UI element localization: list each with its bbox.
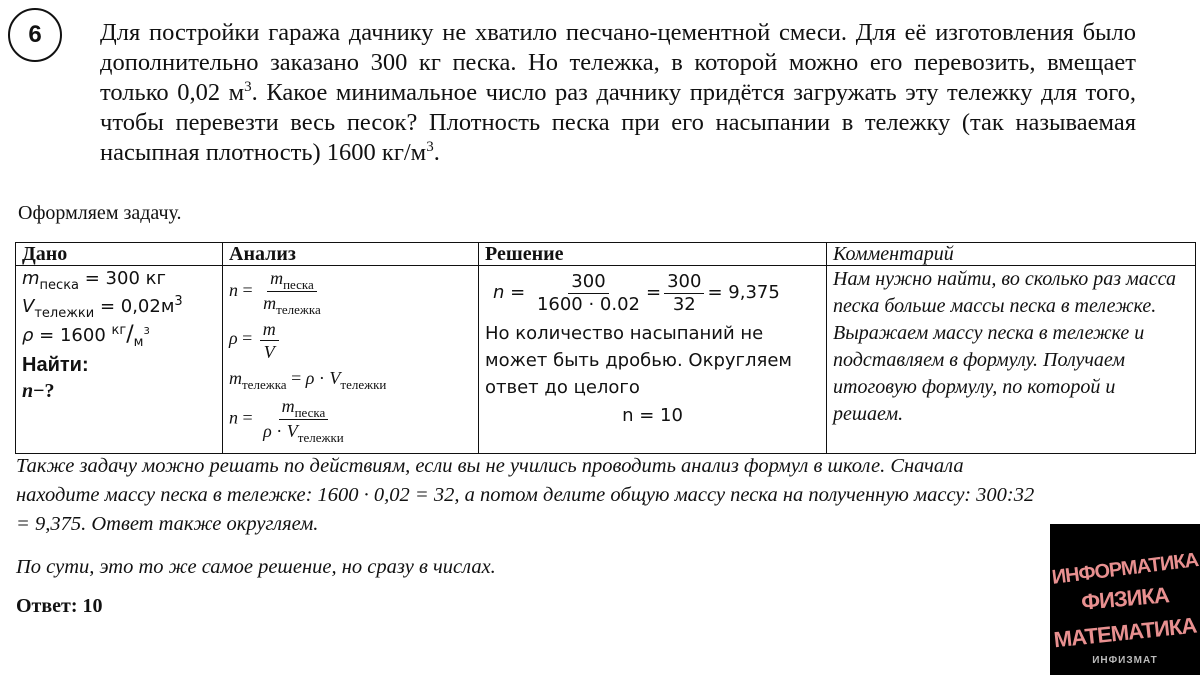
infizmat-logo — [1050, 524, 1200, 675]
header-given: Дано — [16, 243, 223, 266]
alternative-method-text: Также задачу можно решать по действиям, если вы не учились проводить анализ формул в школе. Сначала находите массу песка в тележке: 1600 · 0,02 = 32, а потом делите общую массу песка на полученную массу: 300:32 = 9,375. Ответ также округляем. — [16, 455, 1035, 535]
table-header-row — [16, 243, 1196, 266]
logo-line-matematika: МАТЕМАТИКА — [1052, 612, 1198, 653]
comment-cell: Нам нужно найти, во сколько раз масса песка больше массы песка в тележке. Выражаем массу песка в тележке и подставляем в формулу. Получаем итоговую формулу, по которой и решаем. — [827, 266, 1196, 454]
logo-line-fizika: ФИЗИКА — [1080, 582, 1170, 615]
solution-table — [15, 242, 1196, 454]
summary-text: По сути, это то же самое решение, но сразу в числах. — [16, 556, 496, 578]
header-analysis: Анализ — [223, 243, 479, 266]
formula-m-cart: $m_{тележка} = \rho \cdot V_{тележки}$ — [229, 367, 387, 392]
problem-number-badge — [8, 8, 62, 62]
formula-n-final: n = $\frac{m_{песка}}{\rho \cdot V_{тележки}}$ — [229, 395, 344, 445]
given-volume: $V_{тележки} = 0,02м^3$ — [22, 294, 183, 321]
given-density: ρ = 1600 $^{кг}/_м^3$ — [22, 322, 150, 350]
answer: Ответ: 10 — [16, 595, 103, 617]
header-solution: Решение — [479, 243, 827, 266]
find-label: Найти: — [22, 354, 89, 376]
problem-number: 6 — [28, 21, 42, 48]
given-mass: $m_{песка} = 300$ кг — [22, 268, 166, 293]
solution-note: Но количество насыпаний не может быть дробью. Округляем ответ до целого — [485, 323, 792, 398]
problem-statement: Для постройки гаража дачнику не хватило песчано-цементной смеси. Для её изготовления было дополнительно заказано 300 кг песка. Но тележка, в которой можно его перевозить, вмещает только 0,02 $м^3$. Какое минимальное число раз дачнику придётся загружать эту тележку для того, чтобы перевезти весь песок? Плотность песка при его насыпании в тележку (так называемая насыпная плотность) 1600 $кг/м^3$. — [100, 19, 1137, 166]
logo-line-infizmat: ИНФИЗМАТ — [1092, 655, 1158, 666]
table-content-row — [16, 266, 1196, 454]
given-cell — [16, 266, 223, 454]
formula-n: n = $\frac{m_{песка}}{m_{тележка}}$ — [229, 268, 321, 318]
analysis-cell — [223, 266, 479, 454]
formula-rho: ρ = $\frac{m}{V}$ — [229, 316, 472, 362]
header-comment: Комментарий — [827, 243, 1196, 266]
solution-computation: n = $\frac{300}{1600 \cdot 0.02}$ = $\frac{300}{32}$ = 9,375 — [493, 270, 780, 315]
solution-cell — [479, 266, 827, 454]
intro-text: Оформляем задачу. — [18, 202, 182, 224]
solution-final: n = 10 — [622, 405, 683, 426]
find-value: n−? — [22, 380, 55, 402]
logo-line-informatika: ИНФОРМАТИКА — [1050, 549, 1200, 589]
